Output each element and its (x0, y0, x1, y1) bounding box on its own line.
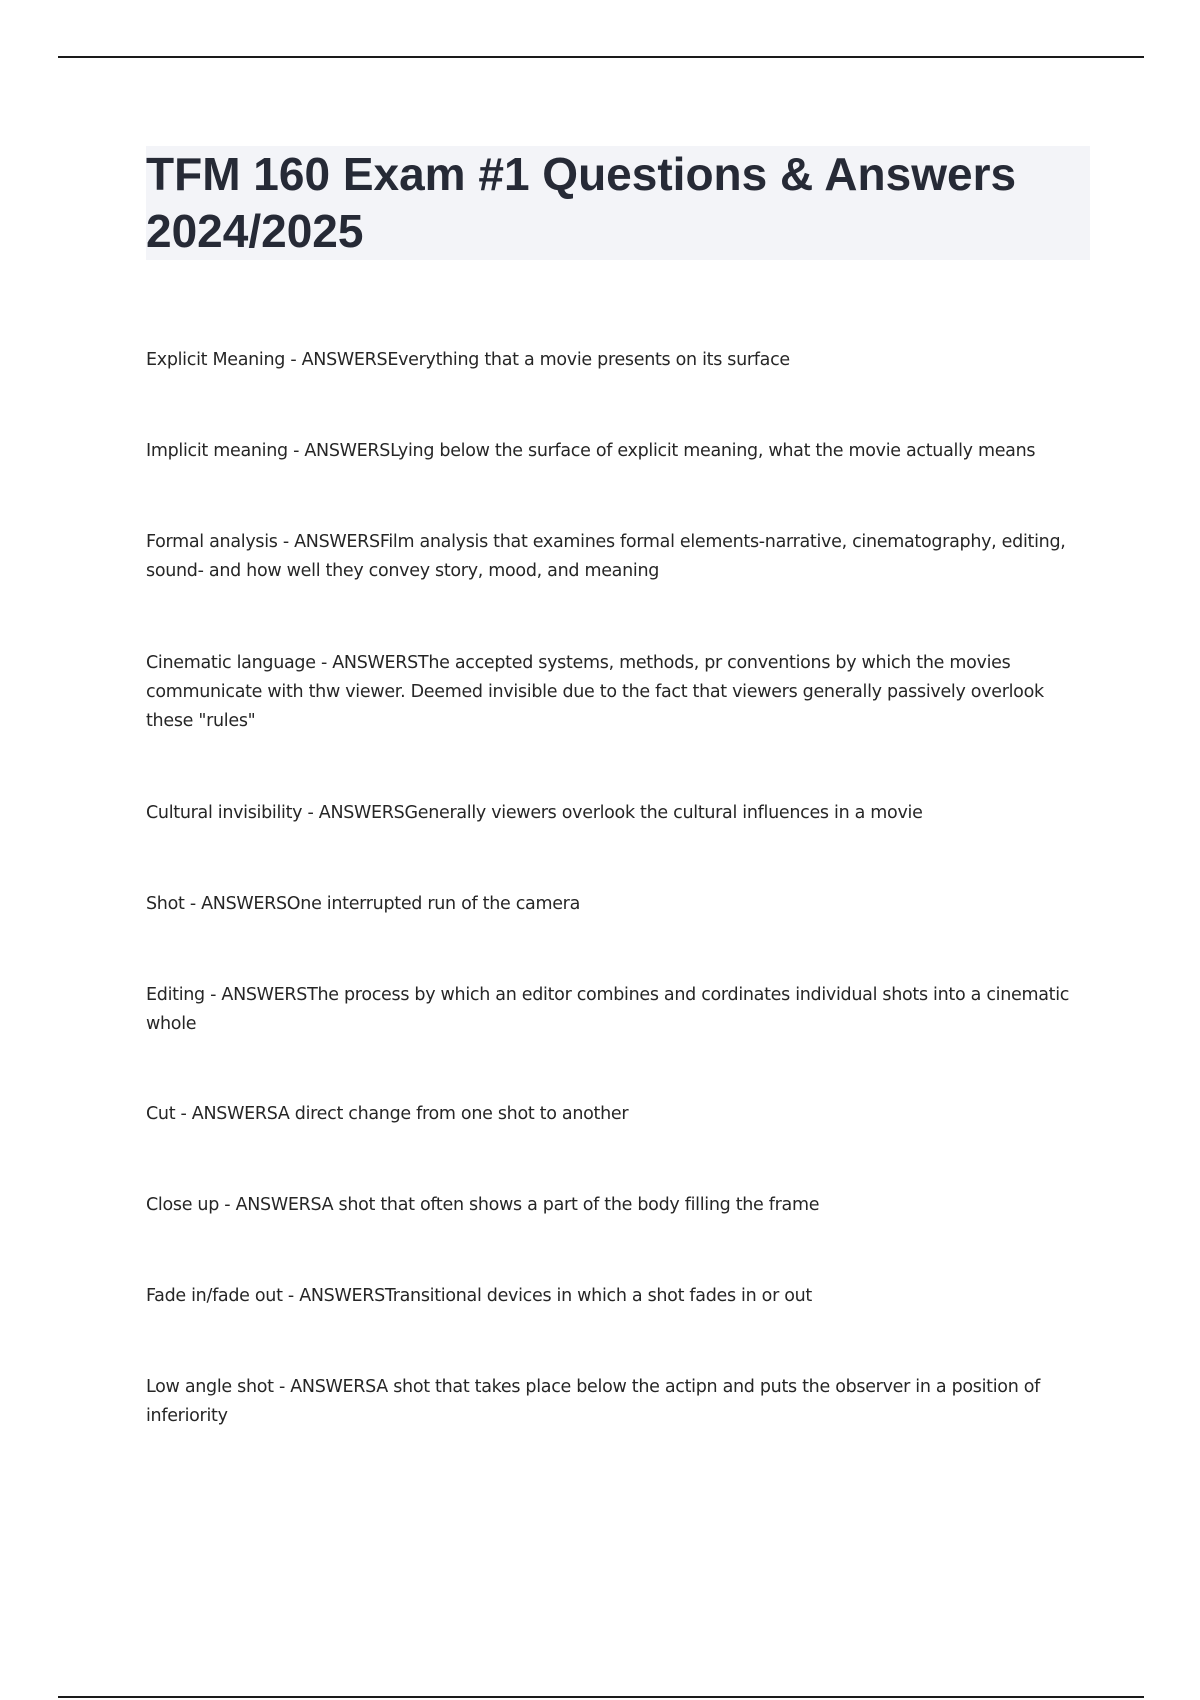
qa-item: Cinematic language - ANSWERSThe accepted systems, methods, pr conventions by which the movies communicate with thw viewer. Deemed invisible due to the fact that viewers generally passively overlook these "rules" (146, 653, 1044, 731)
qa-item: Formal analysis - ANSWERSFilm analysis that examines formal elements-narrative, cinematography, editing, sound- and how well they convey story, mood, and meaning (146, 532, 1066, 581)
qa-item: Fade in/fade out - ANSWERSTransitional devices in which a shot fades in or out (146, 1286, 812, 1306)
qa-item: Cultural invisibility - ANSWERSGenerally viewers overlook the cultural influences in a movie (146, 803, 923, 823)
qa-item: Explicit Meaning - ANSWERSEverything that a movie presents on its surface (146, 350, 790, 370)
qa-item: Cut - ANSWERSA direct change from one shot to another (146, 1104, 629, 1124)
qa-item: Implicit meaning - ANSWERSLying below the surface of explicit meaning, what the movie actually means (146, 441, 1036, 461)
qa-item: Shot - ANSWERSOne interrupted run of the camera (146, 894, 580, 914)
document-title: TFM 160 Exam #1 Questions & Answers 2024/2025 (146, 148, 1017, 257)
qa-item: Close up - ANSWERSA shot that often shows a part of the body filling the frame (146, 1195, 820, 1215)
title-block (146, 146, 1090, 260)
qa-item: Editing - ANSWERSThe process by which an editor combines and cordinates individual shots into a cinematic whole (146, 985, 1070, 1034)
qa-item: Low angle shot - ANSWERSA shot that takes place below the actipn and puts the observer in a position of inferiority (146, 1377, 1041, 1426)
top-rule (58, 56, 1144, 58)
bottom-rule (58, 1696, 1144, 1698)
